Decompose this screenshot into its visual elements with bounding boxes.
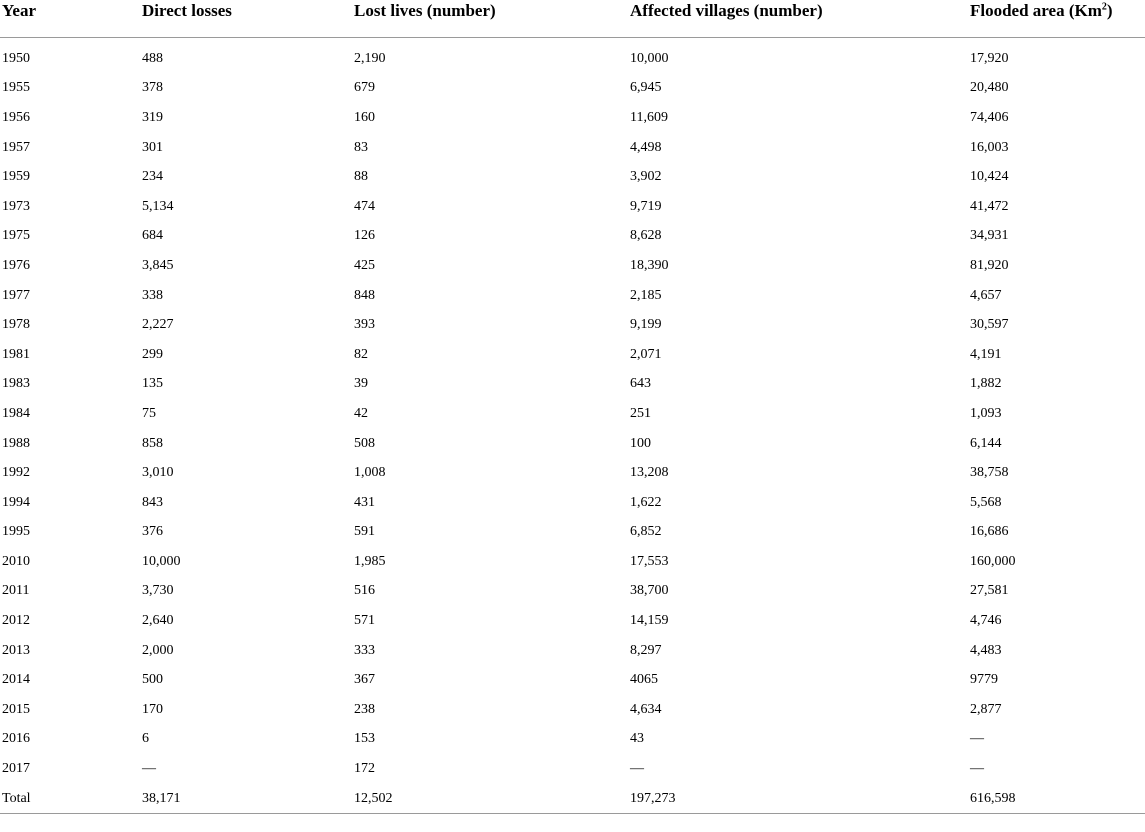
cell-affected-villages: 1,622 [630, 494, 662, 510]
cell-direct-losses: 301 [142, 139, 163, 155]
cell-lost-lives: 474 [354, 198, 375, 214]
table-row [0, 606, 1145, 636]
cell-direct-losses: 2,640 [142, 613, 174, 629]
cell-lost-lives: 238 [354, 701, 375, 717]
cell-flooded-area: 4,483 [970, 642, 1002, 658]
table-row [0, 310, 1145, 340]
cell-flooded-area: 16,686 [970, 524, 1009, 540]
cell-lost-lives: 42 [354, 405, 368, 421]
cell-direct-losses: 378 [142, 80, 163, 96]
cell-year: 1976 [2, 257, 30, 273]
cell-lost-lives: 333 [354, 642, 375, 658]
cell-year: 1988 [2, 435, 30, 451]
cell-flooded-area: 74,406 [970, 109, 1009, 125]
cell-year: 1977 [2, 287, 30, 303]
cell-year: 1995 [2, 524, 30, 540]
cell-direct-losses: 684 [142, 228, 163, 244]
header-row [0, 0, 1145, 38]
cell-flooded-area: 17,920 [970, 50, 1009, 66]
cell-direct-losses: 2,000 [142, 642, 174, 658]
cell-flooded-area: 6,144 [970, 435, 1002, 451]
cell-year: 1994 [2, 494, 30, 510]
cell-direct-losses: 3,730 [142, 583, 174, 599]
cell-flooded-area: 2,877 [970, 701, 1002, 717]
cell-affected-villages: 197,273 [630, 790, 676, 806]
header-flooded-area-close: ) [1106, 1, 1113, 20]
cell-direct-losses: 38,171 [142, 790, 181, 806]
table-row [0, 429, 1145, 459]
cell-lost-lives: 172 [354, 761, 375, 777]
cell-lost-lives: 393 [354, 317, 375, 333]
table-row [0, 518, 1145, 548]
cell-flooded-area: 30,597 [970, 317, 1009, 333]
cell-year: 1978 [2, 317, 30, 333]
cell-affected-villages: 100 [630, 435, 651, 451]
cell-affected-villages: 38,700 [630, 583, 669, 599]
table-row [0, 399, 1145, 429]
cell-affected-villages: 6,945 [630, 80, 662, 96]
cell-year: 1950 [2, 50, 30, 66]
table-row [0, 458, 1145, 488]
cell-affected-villages: 9,199 [630, 317, 662, 333]
table-row [0, 754, 1145, 784]
cell-affected-villages: 13,208 [630, 465, 669, 481]
table-row [0, 725, 1145, 755]
cell-flooded-area: 4,657 [970, 287, 1002, 303]
cell-year: 2014 [2, 672, 30, 688]
cell-affected-villages: — [630, 761, 644, 777]
cell-year: 1984 [2, 405, 30, 421]
cell-lost-lives: 679 [354, 80, 375, 96]
cell-lost-lives: 2,190 [354, 50, 386, 66]
cell-year: 2013 [2, 642, 30, 658]
cell-direct-losses: 135 [142, 376, 163, 392]
cell-flooded-area: 1,882 [970, 376, 1002, 392]
cell-lost-lives: 508 [354, 435, 375, 451]
cell-year: 2016 [2, 731, 30, 747]
table-row [0, 665, 1145, 695]
cell-affected-villages: 2,071 [630, 346, 662, 362]
table-row [0, 162, 1145, 192]
cell-lost-lives: 126 [354, 228, 375, 244]
cell-affected-villages: 43 [630, 731, 644, 747]
cell-direct-losses: 234 [142, 169, 163, 185]
header-flooded-area-text: Flooded area (Km [970, 1, 1102, 20]
table-row [0, 636, 1145, 666]
table-row [0, 192, 1145, 222]
total-row [0, 784, 1145, 814]
table-body [0, 38, 1145, 814]
cell-flooded-area: 4,746 [970, 613, 1002, 629]
cell-flooded-area: — [970, 761, 984, 777]
cell-lost-lives: 591 [354, 524, 375, 540]
cell-lost-lives: 12,502 [354, 790, 393, 806]
cell-affected-villages: 10,000 [630, 50, 669, 66]
cell-lost-lives: 367 [354, 672, 375, 688]
cell-year: 1956 [2, 109, 30, 125]
cell-lost-lives: 160 [354, 109, 375, 125]
cell-year: 1992 [2, 465, 30, 481]
cell-flooded-area: 16,003 [970, 139, 1009, 155]
table-row [0, 695, 1145, 725]
cell-affected-villages: 643 [630, 376, 651, 392]
cell-lost-lives: 39 [354, 376, 368, 392]
table-row [0, 340, 1145, 370]
cell-flooded-area: 81,920 [970, 257, 1009, 273]
cell-year: 1957 [2, 139, 30, 155]
cell-affected-villages: 251 [630, 405, 651, 421]
table-row [0, 133, 1145, 163]
cell-flooded-area: 4,191 [970, 346, 1002, 362]
table-row [0, 222, 1145, 252]
table-header [0, 0, 1145, 38]
cell-direct-losses: 488 [142, 50, 163, 66]
table-row [0, 577, 1145, 607]
cell-lost-lives: 82 [354, 346, 368, 362]
header-year: Year [2, 1, 36, 20]
table-row [0, 251, 1145, 281]
cell-direct-losses: 3,845 [142, 257, 174, 273]
cell-lost-lives: 83 [354, 139, 368, 155]
cell-flooded-area: 9779 [970, 672, 998, 688]
cell-direct-losses: 376 [142, 524, 163, 540]
cell-year: 2015 [2, 701, 30, 717]
cell-direct-losses: 319 [142, 109, 163, 125]
cell-direct-losses: 75 [142, 405, 156, 421]
cell-flooded-area: 38,758 [970, 465, 1009, 481]
cell-affected-villages: 8,628 [630, 228, 662, 244]
cell-direct-losses: 843 [142, 494, 163, 510]
table-row [0, 103, 1145, 133]
cell-direct-losses: 5,134 [142, 198, 174, 214]
cell-direct-losses: 338 [142, 287, 163, 303]
cell-year: 2017 [2, 761, 30, 777]
cell-affected-villages: 4,634 [630, 701, 662, 717]
table-row [0, 38, 1145, 74]
cell-lost-lives: 425 [354, 257, 375, 273]
cell-year: 1975 [2, 228, 30, 244]
cell-year: 1959 [2, 169, 30, 185]
cell-flooded-area: 616,598 [970, 790, 1016, 806]
cell-affected-villages: 18,390 [630, 257, 669, 273]
cell-affected-villages: 17,553 [630, 553, 669, 569]
table-row [0, 488, 1145, 518]
cell-flooded-area: 41,472 [970, 198, 1009, 214]
cell-flooded-area: 34,931 [970, 228, 1009, 244]
cell-flooded-area: 10,424 [970, 169, 1009, 185]
header-affected-villages: Affected villages (number) [630, 1, 823, 20]
cell-lost-lives: 571 [354, 613, 375, 629]
cell-year: 1973 [2, 198, 30, 214]
cell-year: 2010 [2, 553, 30, 569]
cell-lost-lives: 1,985 [354, 553, 386, 569]
table-row [0, 74, 1145, 104]
cell-flooded-area: 27,581 [970, 583, 1009, 599]
cell-year: 2011 [2, 583, 30, 599]
cell-direct-losses: 3,010 [142, 465, 174, 481]
cell-direct-losses: 299 [142, 346, 163, 362]
cell-direct-losses: 858 [142, 435, 163, 451]
cell-affected-villages: 3,902 [630, 169, 662, 185]
cell-direct-losses: 170 [142, 701, 163, 717]
cell-affected-villages: 4,498 [630, 139, 662, 155]
cell-affected-villages: 4065 [630, 672, 658, 688]
cell-affected-villages: 2,185 [630, 287, 662, 303]
cell-affected-villages: 8,297 [630, 642, 662, 658]
table-row [0, 547, 1145, 577]
cell-lost-lives: 153 [354, 731, 375, 747]
cell-lost-lives: 431 [354, 494, 375, 510]
header-flooded-area-superscript: 2 [1101, 1, 1107, 13]
table-row [0, 370, 1145, 400]
cell-direct-losses: — [142, 761, 156, 777]
cell-affected-villages: 6,852 [630, 524, 662, 540]
cell-lost-lives: 1,008 [354, 465, 386, 481]
header-direct-losses: Direct losses [142, 1, 232, 20]
cell-affected-villages: 9,719 [630, 198, 662, 214]
table-row [0, 281, 1145, 311]
cell-lost-lives: 88 [354, 169, 368, 185]
cell-direct-losses: 6 [142, 731, 149, 747]
cell-affected-villages: 11,609 [630, 109, 668, 125]
cell-flooded-area: 160,000 [970, 553, 1016, 569]
cell-flooded-area: 5,568 [970, 494, 1002, 510]
cell-flooded-area: 1,093 [970, 405, 1002, 421]
cell-year: 2012 [2, 613, 30, 629]
cell-affected-villages: 14,159 [630, 613, 669, 629]
cell-year: 1983 [2, 376, 30, 392]
cell-flooded-area: — [970, 731, 984, 747]
cell-year: Total [2, 790, 31, 806]
cell-lost-lives: 848 [354, 287, 375, 303]
cell-direct-losses: 500 [142, 672, 163, 688]
cell-direct-losses: 10,000 [142, 553, 181, 569]
cell-flooded-area: 20,480 [970, 80, 1009, 96]
cell-lost-lives: 516 [354, 583, 375, 599]
cell-year: 1981 [2, 346, 30, 362]
header-flooded-area [968, 0, 1145, 38]
cell-year: 1955 [2, 80, 30, 96]
header-lost-lives: Lost lives (number) [354, 1, 496, 20]
cell-direct-losses: 2,227 [142, 317, 174, 333]
